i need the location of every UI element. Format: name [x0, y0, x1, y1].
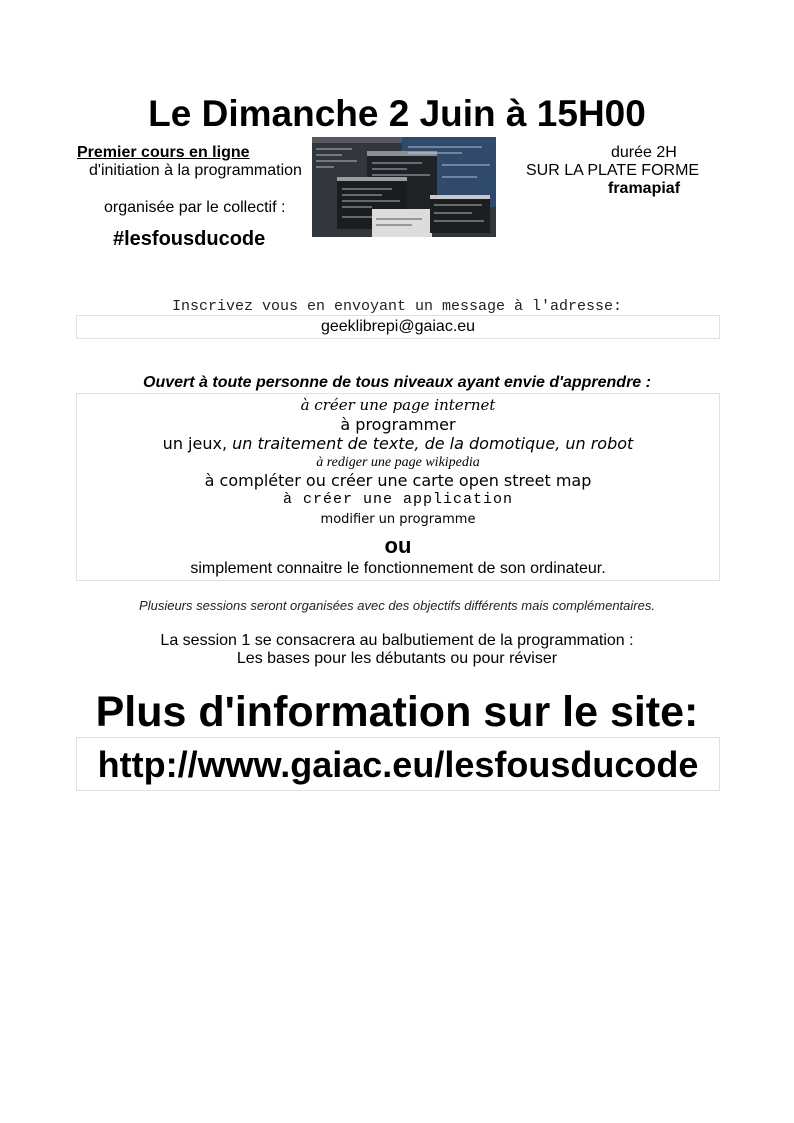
email-address-box	[76, 315, 720, 339]
course-intro	[77, 144, 307, 253]
session-1-line-1: La session 1 se consacrera au balbutiement de la programmation :	[160, 632, 634, 649]
topics-list	[76, 393, 720, 581]
topic-openstreetmap: à compléter ou créer une carte open street map	[204, 471, 592, 490]
website-url-box	[76, 737, 720, 791]
topic-modify-program: modifier un programme	[320, 512, 476, 527]
course-headline: Premier cours en ligne	[77, 144, 250, 161]
course-details	[515, 144, 715, 198]
topic-computer-basics: simplement connaitre le fonctionnement de son ordinateur.	[190, 560, 606, 577]
more-info-heading: Plus d'information sur le site:	[95, 688, 699, 736]
topic-games: un jeux,	[162, 434, 233, 453]
course-subtitle: d'initiation à la programmation	[89, 162, 302, 179]
platform-label: SUR LA PLATE FORME	[526, 162, 700, 179]
page-title: Le Dimanche 2 Juin à 15H00	[148, 93, 646, 134]
signup-instructions: Inscrivez vous en envoyant un message à l'adresse:	[171, 298, 623, 315]
session-1-description	[0, 632, 794, 668]
website-url-link[interactable]: http://www.gaiac.eu/lesfousducode	[97, 744, 699, 785]
organizer-label: organisée par le collectif :	[104, 199, 286, 216]
platform-name: framapiaf	[608, 180, 681, 197]
topic-wikipedia: à rediger une page wikipedia	[316, 455, 480, 470]
email-address[interactable]: geeklibrepi@gaiac.eu	[320, 318, 476, 335]
code-screenshot-image	[312, 137, 496, 237]
topic-programming: à programmer	[340, 415, 456, 434]
topic-projects-examples: un traitement de texte, de la domotique, un robot	[232, 434, 634, 453]
collective-hashtag: #lesfousducode	[113, 228, 266, 250]
session-1-line-2: Les bases pour les débutants ou pour réviser	[236, 650, 558, 667]
duration-text: durée 2H	[611, 144, 677, 161]
audience-label: Ouvert à toute personne de tous niveaux ayant envie d'apprendre :	[143, 374, 651, 391]
sessions-note: Plusieurs sessions seront organisées avec des objectifs différents mais complémentaires.	[139, 598, 655, 613]
topic-application: à créer une application	[282, 491, 514, 508]
topic-or: ou	[384, 533, 412, 558]
topic-projects	[77, 434, 719, 454]
topic-web-page: à créer une page internet	[300, 396, 496, 414]
